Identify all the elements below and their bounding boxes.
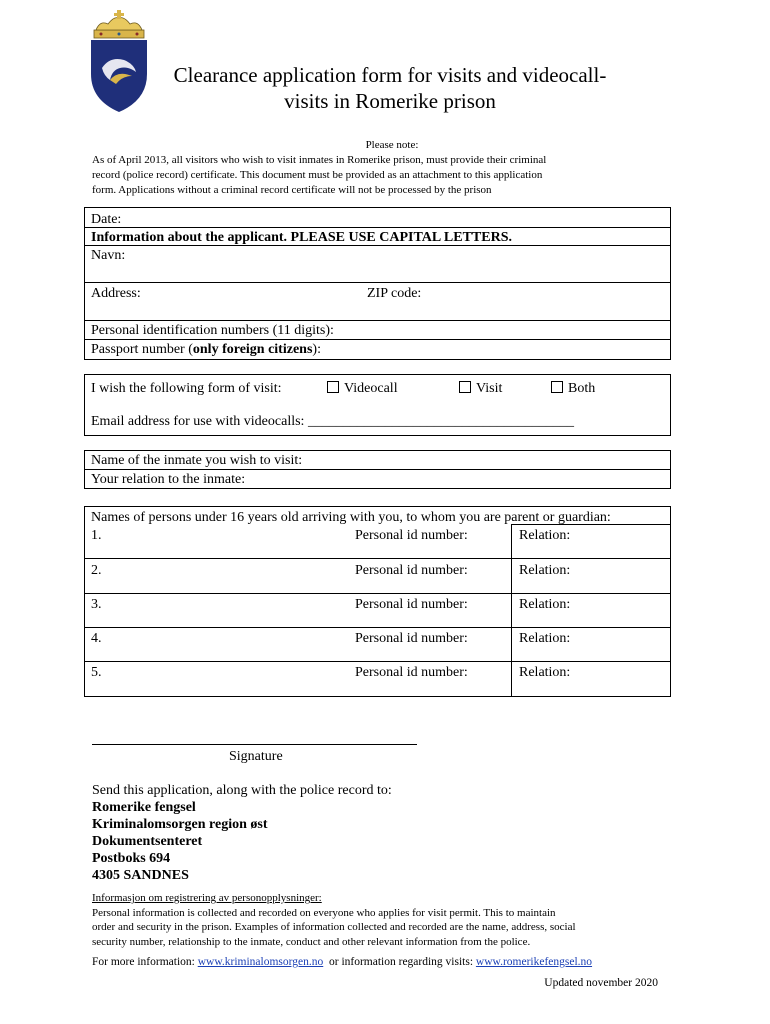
passport-field-label[interactable] — [91, 341, 321, 358]
inmate-info-box — [84, 450, 671, 489]
privacy-line: order and security in the prison. Examples of information collected and recorded are the name, address, social — [92, 921, 576, 933]
date-label: Date: — [91, 212, 122, 227]
both-checkbox[interactable] — [551, 380, 595, 397]
relation-cell[interactable]: Relation: — [519, 563, 571, 578]
name-field-label[interactable]: Navn: — [91, 248, 126, 263]
email-field-label[interactable]: Email address for use with videocalls: ______________________________________ — [91, 414, 574, 429]
relation-cell[interactable]: Relation: — [519, 631, 571, 646]
note-line: record (police record) certificate. This document must be provided as an attachment to this application — [92, 169, 543, 181]
checkbox-icon[interactable] — [551, 381, 563, 393]
relation-cell[interactable]: Relation: — [519, 597, 571, 612]
personal-id-cell[interactable]: Personal id number: — [355, 665, 468, 680]
passport-label-bold: only foreign citizens — [192, 342, 313, 357]
children-table-heading: Names of persons under 16 years old arriving with you, to whom you are parent or guardian: — [91, 510, 611, 525]
children-table — [84, 506, 671, 697]
address-field-label[interactable]: Address: — [91, 286, 141, 301]
send-intro: Send this application, along with the police record to: — [92, 783, 392, 798]
table-row-number: 2. — [91, 563, 102, 578]
note-line: As of April 2013, all visitors who wish to visit inmates in Romerike prison, must provide their criminal — [92, 154, 547, 166]
form-title-line2: visits in Romerike prison — [284, 89, 496, 113]
please-note-section — [92, 138, 692, 198]
privacy-line: Personal information is collected and recorded on everyone who applies for visit permit. This to maintain — [92, 906, 556, 919]
applicant-info-heading: Information about the applicant. PLEASE USE CAPITAL LETTERS. — [91, 230, 512, 245]
address-line: Romerike fengsel — [92, 800, 196, 815]
table-row-number: 1. — [91, 528, 102, 543]
table-row-number: 4. — [91, 631, 102, 646]
privacy-line: security number, relationship to the inmate, conduct and other relevant information from the police. — [92, 935, 531, 948]
more-information — [92, 955, 592, 970]
address-line: Postboks 694 — [92, 851, 171, 866]
table-row-number: 3. — [91, 597, 102, 612]
signature-label: Signature — [229, 749, 283, 764]
personal-id-cell[interactable]: Personal id number: — [355, 528, 468, 543]
visit-type-box — [84, 374, 671, 436]
visit-form-label: I wish the following form of visit: — [91, 381, 282, 396]
inmate-relation-field-label[interactable]: Your relation to the inmate: — [91, 472, 246, 487]
checkbox-icon[interactable] — [327, 381, 339, 393]
both-option-label: Both — [568, 381, 596, 396]
passport-label-post: ): — [312, 342, 321, 357]
zip-code-field-label[interactable]: ZIP code: — [367, 286, 422, 301]
privacy-heading: Informasjon om registrering av personopplysninger: — [92, 892, 322, 904]
videocall-checkbox[interactable] — [327, 380, 398, 397]
personal-id-cell[interactable]: Personal id number: — [355, 563, 468, 578]
relation-cell[interactable]: Relation: — [519, 528, 571, 543]
address-line: Dokumentsenteret — [92, 834, 203, 849]
form-title-line1: Clearance application form for visits and videocall- — [173, 63, 607, 87]
personal-id-field-label[interactable]: Personal identification numbers (11 digits): — [91, 323, 334, 338]
inmate-name-field-label[interactable]: Name of the inmate you wish to visit: — [91, 453, 303, 468]
videocall-option-label: Videocall — [344, 381, 398, 396]
kriminalomsorgen-link[interactable]: www.kriminalomsorgen.no — [197, 956, 324, 968]
note-line: form. Applications without a criminal record certificate will not be processed by the prison — [92, 184, 492, 196]
romerikefengsel-link[interactable]: www.romerikefengsel.no — [475, 956, 593, 968]
table-row-number: 5. — [91, 665, 102, 680]
personal-id-cell[interactable]: Personal id number: — [355, 631, 468, 646]
mailing-address — [92, 782, 392, 884]
updated-date: Updated november 2020 — [544, 977, 658, 989]
privacy-information — [92, 891, 692, 949]
passport-label-pre: Passport number ( — [91, 342, 193, 357]
relation-cell[interactable]: Relation: — [519, 665, 571, 680]
form-title — [150, 62, 630, 114]
signature-line[interactable] — [92, 744, 417, 745]
visit-checkbox[interactable] — [459, 380, 502, 397]
more-info-text: or information regarding visits: — [323, 956, 476, 968]
note-heading: Please note: — [365, 139, 419, 151]
visit-option-label: Visit — [476, 381, 503, 396]
applicant-info-box — [84, 207, 671, 360]
prison-crest-logo — [88, 10, 150, 114]
checkbox-icon[interactable] — [459, 381, 471, 393]
address-line: Kriminalomsorgen region øst — [92, 817, 268, 832]
more-info-text: For more information: — [92, 956, 198, 968]
address-line: 4305 SANDNES — [92, 868, 189, 883]
personal-id-cell[interactable]: Personal id number: — [355, 597, 468, 612]
